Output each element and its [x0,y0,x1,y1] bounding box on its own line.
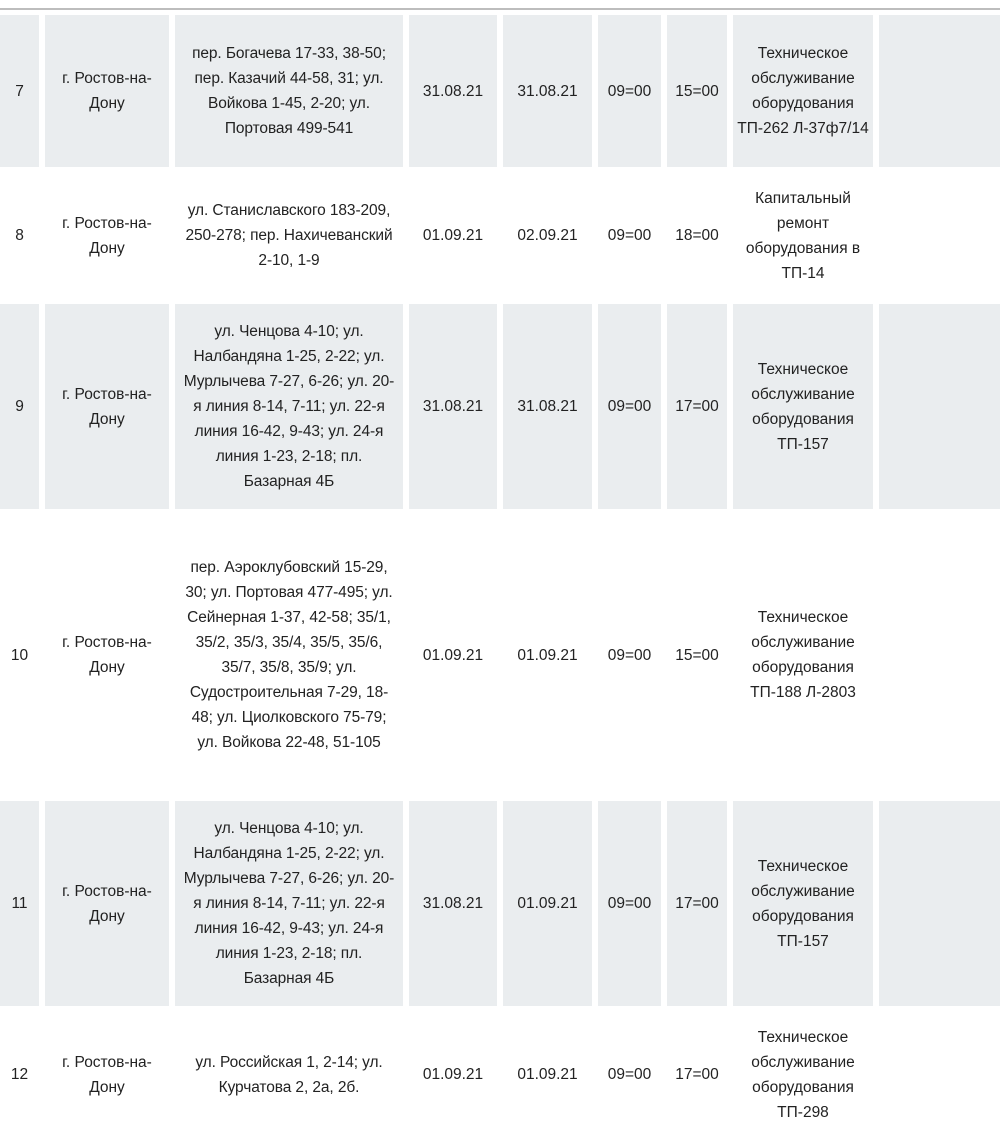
extra-cell [879,1011,1000,1138]
address-cell: ул. Ченцова 4-10; ул. Налбандяна 1-25, 2-22; ул. Мурлычева 7-27, 6-26; ул. 20-я линия 8-14, 7-11; ул. 22-я линия 16-42, 9-43; ул. 24-я линия 1-23, 2-18; пл. Базарная 4Б [175,304,403,509]
table-row [0,172,1000,299]
city-cell: г. Ростов-на-Дону [45,15,169,167]
row-number: 8 [0,172,39,299]
time-end-cell: 17=00 [667,1011,727,1138]
city-cell: г. Ростов-на-Дону [45,801,169,1006]
table-body [0,15,1000,1138]
address-cell: пер. Аэроклубовский 15-29, 30; ул. Портовая 477-495; ул. Сейнерная 1-37, 42-58; 35/1, 35/2, 35/3, 35/4, 35/5, 35/6, 35/7, 35/8, 35/9; ул. Судостроительная 7-29, 18-48; ул. Циолковского 75-79; ул. Войкова 22-48, 51-105 [175,514,403,796]
time-start-cell: 09=00 [598,801,661,1006]
row-number: 11 [0,801,39,1006]
address-cell: ул. Российская 1, 2-14; ул. Курчатова 2, 2а, 2б. [175,1011,403,1138]
row-number: 10 [0,514,39,796]
address-cell: пер. Богачева 17-33, 38-50; пер. Казачий 44-58, 31; ул. Войкова 1-45, 2-20; ул. Портовая 499-541 [175,15,403,167]
work-description-cell: Техническое обслуживание оборудования ТП-298 [733,1011,873,1138]
time-end-cell: 17=00 [667,304,727,509]
date-end-cell: 01.09.21 [503,1011,592,1138]
work-description-cell: Техническое обслуживание оборудования ТП-157 [733,801,873,1006]
time-end-cell: 15=00 [667,15,727,167]
table-row [0,1011,1000,1138]
work-description-cell: Техническое обслуживание оборудования ТП-157 [733,304,873,509]
city-cell: г. Ростов-на-Дону [45,514,169,796]
time-start-cell: 09=00 [598,514,661,796]
date-end-cell: 31.08.21 [503,304,592,509]
address-cell: ул. Ченцова 4-10; ул. Налбандяна 1-25, 2-22; ул. Мурлычева 7-27, 6-26; ул. 20-я линия 8-14, 7-11; ул. 22-я линия 16-42, 9-43; ул. 24-я линия 1-23, 2-18; пл. Базарная 4Б [175,801,403,1006]
date-start-cell: 01.09.21 [409,172,497,299]
table-row [0,304,1000,509]
table-row [0,801,1000,1006]
time-end-cell: 15=00 [667,514,727,796]
city-cell: г. Ростов-на-Дону [45,304,169,509]
extra-cell [879,801,1000,1006]
extra-cell [879,304,1000,509]
extra-cell [879,172,1000,299]
time-end-cell: 17=00 [667,801,727,1006]
time-start-cell: 09=00 [598,1011,661,1138]
city-cell: г. Ростов-на-Дону [45,172,169,299]
time-end-cell: 18=00 [667,172,727,299]
date-end-cell: 01.09.21 [503,514,592,796]
city-cell: г. Ростов-на-Дону [45,1011,169,1138]
date-end-cell: 02.09.21 [503,172,592,299]
date-end-cell: 01.09.21 [503,801,592,1006]
table-row [0,514,1000,796]
address-cell: ул. Станиславского 183-209, 250-278; пер. Нахичеванский 2-10, 1-9 [175,172,403,299]
table-row [0,15,1000,167]
work-description-cell: Капитальный ремонт оборудования в ТП-14 [733,172,873,299]
date-start-cell: 31.08.21 [409,801,497,1006]
time-start-cell: 09=00 [598,15,661,167]
extra-cell [879,514,1000,796]
date-start-cell: 01.09.21 [409,1011,497,1138]
outage-schedule-table [0,10,1000,1143]
time-start-cell: 09=00 [598,304,661,509]
date-end-cell: 31.08.21 [503,15,592,167]
row-number: 9 [0,304,39,509]
work-description-cell: Техническое обслуживание оборудования ТП-262 Л-37ф7/14 [733,15,873,167]
date-start-cell: 01.09.21 [409,514,497,796]
work-description-cell: Техническое обслуживание оборудования ТП-188 Л-2803 [733,514,873,796]
date-start-cell: 31.08.21 [409,304,497,509]
time-start-cell: 09=00 [598,172,661,299]
extra-cell [879,15,1000,167]
date-start-cell: 31.08.21 [409,15,497,167]
row-number: 7 [0,15,39,167]
row-number: 12 [0,1011,39,1138]
